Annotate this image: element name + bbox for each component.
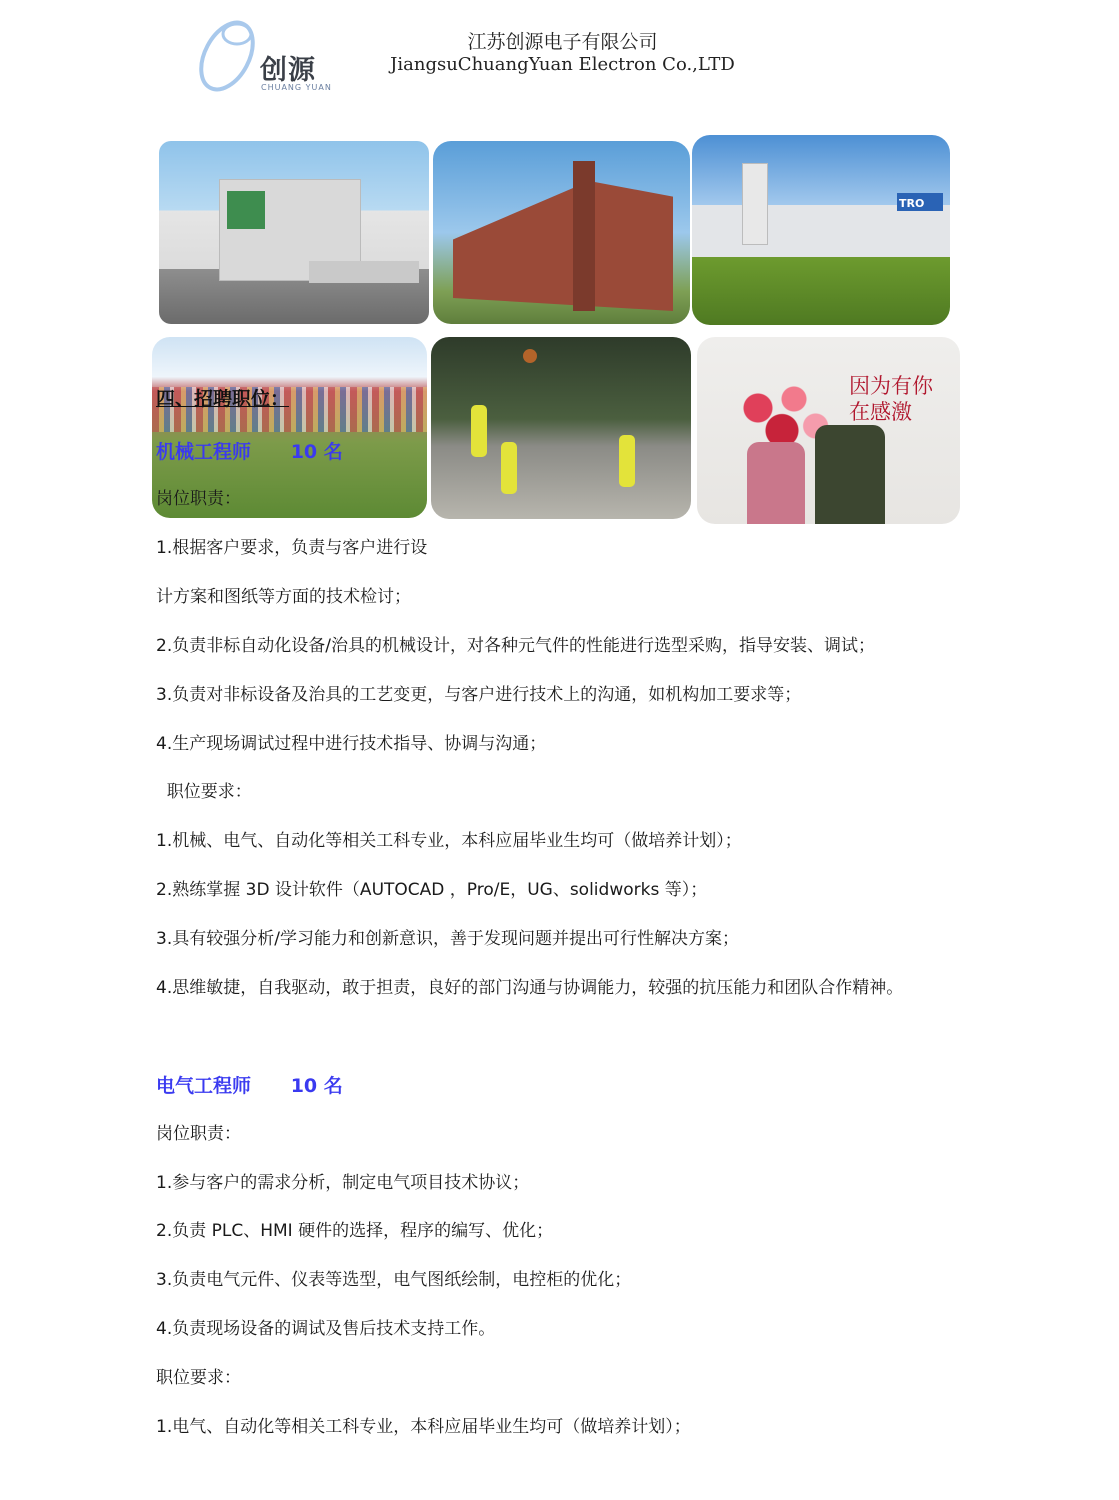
requirements-label: 职位要求： — [156, 1368, 241, 1388]
requirement-item: 3.具有较强分析/学习能力和创新意识，善于发现问题并提出可行性解决方案； — [156, 929, 739, 949]
player-shape — [501, 442, 517, 494]
player-shape — [471, 405, 487, 457]
requirement-item: 1.机械、电气、自动化等相关工科专业，本科应届毕业生均可（做培养计划）； — [156, 831, 742, 851]
requirements-label: 职位要求： — [156, 782, 252, 802]
job-title-electrical: 电气工程师 10 名 — [156, 1075, 343, 1097]
tro-sign-text: TRO — [899, 197, 925, 210]
requirement-item: 4.思维敏捷，自我驱动，敢于担责，良好的部门沟通与协调能力，较强的抗压能力和团队合作精神。 — [156, 978, 904, 998]
section-title: 四、招聘职位： — [156, 388, 290, 410]
duty-item: 1.根据客户要求，负责与客户进行设 — [156, 538, 428, 558]
photo-heart-wall — [697, 337, 960, 524]
duty-item: 3.负责对非标设备及治具的工艺变更，与客户进行技术上的沟通，如机构加工要求等； — [156, 685, 802, 705]
building-shape — [453, 181, 673, 311]
duty-item: 2.负责 PLC、HMI 硬件的选择，程序的编写、优化； — [156, 1221, 554, 1241]
duty-item: 4.生产现场调试过程中进行技术指导、协调与沟通； — [156, 734, 547, 754]
person-shape — [815, 425, 885, 524]
duty-item: 1.参与客户的需求分析，制定电气项目技术协议； — [156, 1173, 530, 1193]
tower-shape — [573, 161, 595, 311]
gratitude-sign-text: 因为有你 在感激 — [849, 374, 933, 424]
duties-label: 岗位职责： — [156, 1124, 241, 1144]
duties-label: 岗位职责： — [156, 489, 241, 509]
tower-shape — [742, 163, 768, 245]
duty-item: 4.负责现场设备的调试及售后技术支持工作。 — [156, 1319, 496, 1339]
logo-text-en: CHUANG YUAN — [261, 83, 332, 92]
photo-basketball — [431, 337, 691, 519]
gratitude-sign — [849, 373, 949, 433]
photo-office-entrance — [159, 141, 429, 324]
duty-item: 3.负责电气元件、仪表等选型，电气图纸绘制，电控柜的优化； — [156, 1270, 632, 1290]
factory-wall-shape — [692, 205, 950, 257]
player-shape — [619, 435, 635, 487]
photo-factory-lawn — [692, 135, 950, 325]
logo-text-cn: 创源 — [260, 55, 316, 86]
company-name-en: JiangsuChuangYuan Electron Co.,LTD — [390, 54, 735, 75]
photo-brick-building — [433, 141, 690, 324]
person-shape — [747, 442, 805, 524]
company-name-cn: 江苏创源电子有限公司 — [467, 31, 658, 53]
ball-icon — [523, 349, 537, 363]
requirement-item: 1.电气、自动化等相关工科专业，本科应届毕业生均可（做培养计划）； — [156, 1417, 691, 1437]
requirement-item: 2.熟练掌握 3D 设计软件（AUTOCAD ，Pro/E，UG、solidworks 等）； — [156, 880, 708, 900]
duty-item: 计方案和图纸等方面的技术检讨； — [156, 587, 411, 607]
duty-item: 2.负责非标自动化设备/治具的机械设计，对各种元气件的性能进行选型采购，指导安装、调试； — [156, 636, 875, 656]
gate-wall-shape — [309, 261, 419, 283]
job-title-mechanical: 机械工程师 10 名 — [156, 441, 343, 463]
window-shape — [227, 191, 265, 229]
